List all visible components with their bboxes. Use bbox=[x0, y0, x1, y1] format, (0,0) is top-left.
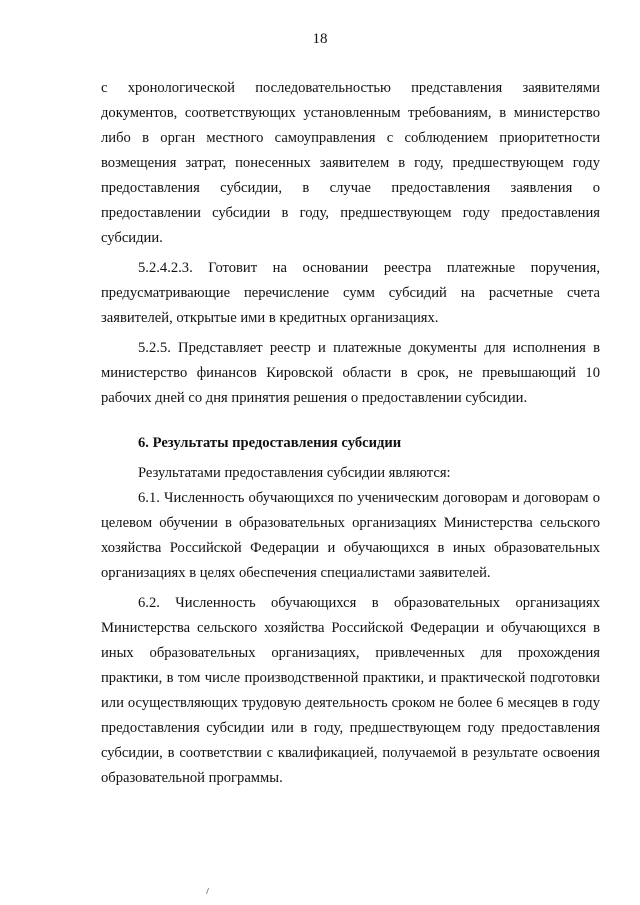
paragraph-5-2-5: 5.2.5. Представляет реестр и платежные документы для исполнения в министерство финансов Кировской области в срок, не превышающий 10 рабочих дней со дня принятия решения о предоставлении субсидии. bbox=[101, 340, 600, 406]
paragraph-continuation: с хронологической последовательностью представления заявителями документов, соответствующих установленным требованиям, в министерство либо в орган местного самоуправления с соблюдением приоритетности возмещения затрат, понесенных заявителем в году, предшествующем году предоставления субсидии, в случае предоставления заявления о предоставлении субсидии в году, предшествующем году предоставления субсидии. bbox=[101, 80, 600, 246]
paragraph-results-intro: Результатами предоставления субсидии являются: bbox=[138, 465, 451, 481]
section-heading: 6. Результаты предоставления субсидии bbox=[138, 435, 402, 451]
paragraph-6-2: 6.2. Численность обучающихся в образовательных организациях Министерства сельского хозяйства Российской Федерации и обучающихся в иных образовательных организациях, привлеченных для прохождения практики, в том числе производственной практики, и практической подготовки или осуществляющих трудовую деятельность сроком не более 6 месяцев в году предоставления субсидии или в году, предшествующем году предоставления субсидии, в соответствии с квалификацией, получаемой в результате освоения образовательной программы. bbox=[101, 595, 600, 786]
document-body bbox=[101, 76, 600, 791]
paragraph-6-1: 6.1. Численность обучающихся по ученическим договорам и договорам о целевом обучении в образовательных организациях Министерства сельского хозяйства Российской Федерации и обучающихся в иных образовательных организациях в целях обеспечения специалистами заявителей. bbox=[101, 490, 600, 581]
paragraph-5-2-4-2-3: 5.2.4.2.3. Готовит на основании реестра платежные поручения, предусматривающие перечисление сумм субсидий на расчетные счета заявителей, открытые ими в кредитных организациях. bbox=[101, 260, 600, 326]
scan-artifact bbox=[206, 888, 212, 894]
page-number: 18 bbox=[312, 31, 328, 47]
